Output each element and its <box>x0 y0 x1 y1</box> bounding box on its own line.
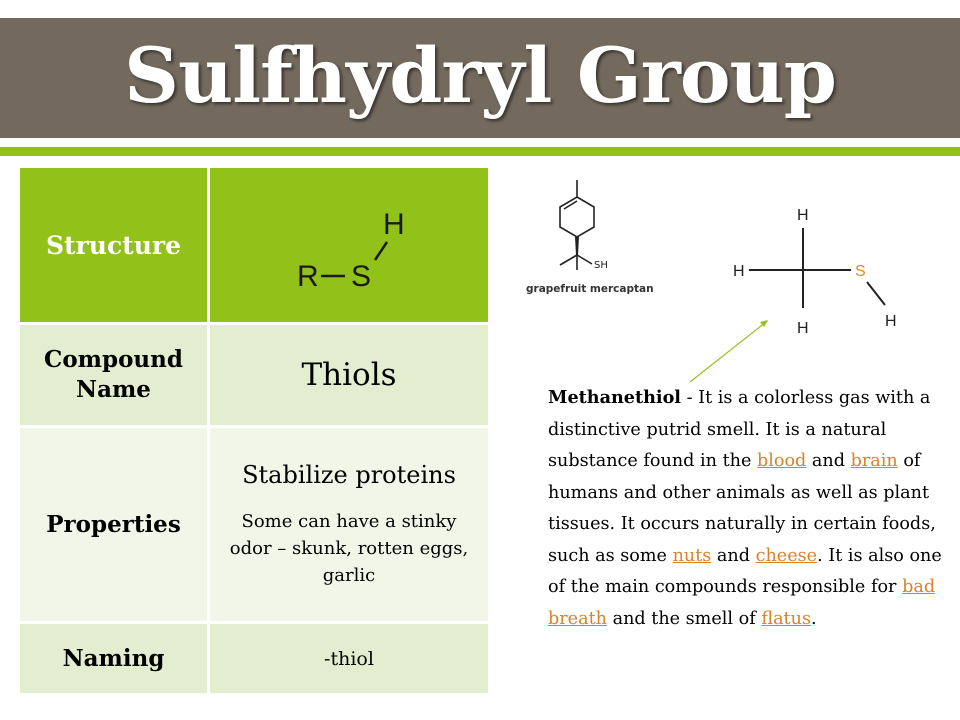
functional-group-table <box>20 168 488 693</box>
link-cheese[interactable]: cheese <box>755 545 818 566</box>
link-blood[interactable]: blood <box>756 451 807 471</box>
structure-label: Structure <box>46 230 181 260</box>
compound-name-value: Thiols <box>301 357 397 393</box>
pointer-arrow <box>680 310 780 390</box>
description-text: and <box>806 451 851 471</box>
table-row-properties <box>20 427 488 623</box>
table-row-compound-name <box>20 324 488 427</box>
description-text: - It is a colorless gas with a distinctive putrid smell. It is a natural substance found in the <box>548 388 931 471</box>
naming-label: Naming <box>62 644 165 672</box>
formula-r: R <box>297 260 319 293</box>
description-text: . <box>810 608 817 629</box>
compound-name-value-cell <box>209 324 489 427</box>
naming-value-cell <box>209 623 489 694</box>
methanethiol-h-sulfur: H <box>885 313 897 330</box>
methanethiol-s: S <box>855 263 866 280</box>
accent-line <box>0 147 960 156</box>
grapefruit-caption: grapefruit mercaptan <box>526 283 654 295</box>
properties-value-cell <box>209 427 489 623</box>
structure-value-cell <box>209 168 489 324</box>
methanethiol-description <box>548 382 943 635</box>
formula-h: H <box>383 208 405 241</box>
arrow-line <box>690 322 766 382</box>
properties-label-cell <box>20 427 209 623</box>
formula-s: S <box>351 260 372 293</box>
compound-name-label-cell <box>20 324 209 427</box>
description-text: and the smell of <box>606 608 762 629</box>
slide-title: Sulfhydryl Group <box>124 31 836 120</box>
link-flatus[interactable]: flatus <box>761 608 811 629</box>
bond-s-h <box>375 242 387 260</box>
structure-label-cell <box>20 168 209 324</box>
bond-s-h <box>867 282 885 305</box>
properties-main: Stabilize proteins <box>242 461 456 489</box>
methanethiol-h-left: H <box>733 263 745 280</box>
description-text: and <box>711 545 756 566</box>
properties-label: Properties <box>46 510 181 538</box>
wedge-bond-icon <box>575 237 579 255</box>
sh-label: SH <box>594 260 608 271</box>
description-lead: Methanethiol <box>548 387 681 408</box>
link-bad-breath[interactable]: bad breath <box>548 577 936 629</box>
compound-name-label: Compound Name <box>44 346 183 403</box>
link-nuts[interactable]: nuts <box>672 545 712 566</box>
properties-detail: Some can have a stinky odor – skunk, rotten eggs, garlic <box>229 511 469 586</box>
table-row-naming <box>20 623 488 694</box>
table-row-structure <box>20 168 488 324</box>
description-text: of humans and other animals as well as plant tissues. It occurs naturally in certain foods, such as some <box>548 451 936 566</box>
link-brain[interactable]: brain <box>850 451 898 471</box>
naming-value: -thiol <box>324 647 374 670</box>
naming-label-cell <box>20 623 209 694</box>
description-text: . It is also one of the main compounds responsible for <box>548 545 942 597</box>
methanethiol-h-bottom: H <box>797 320 809 337</box>
methanethiol-h-top: H <box>797 207 809 224</box>
r-sh-structure-diagram <box>269 190 429 300</box>
